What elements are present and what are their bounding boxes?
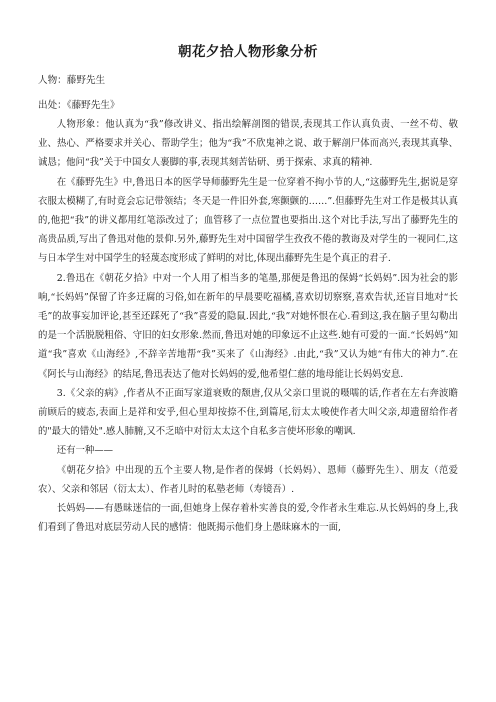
- paragraph-fujino-analysis: 在《藤野先生》中,鲁迅日本的医学导师藤野先生是一位穿着不拘小节的人,“这藤野先生,据说是穿衣服太模糊了,有时竟会忘记带领结；冬天是一件旧外套,寒颤颤的……”.但藤野先生对工作是极其认真的,他把“我”的讲义都用红笔添改过了；血管移了一点位置也要指出.这个对比手法,写出了藤野先生的高贵品质,写出了鲁迅对他的景仰.另外,藤野先生对中国留学生孜孜不倦的教诲及对学生的一视同仁,这与日本学生对中国学生的轻蔑态度形成了鲜明的对比,体现出藤野先生是个真正的君子.: [38, 176, 458, 265]
- person-line: 人物：藤野先生: [38, 75, 106, 86]
- document-title: 朝花夕拾人物形象分析: [178, 44, 318, 60]
- document-page: [38, 40, 458, 537]
- paragraph-changmama: 2.鲁迅在《朝花夕拾》中对一个人用了相当多的笔墨,那便是鲁迅的保姆“长妈妈”.因为社会的影响,“长妈妈”保留了许多迂腐的习俗,如在新年的早晨要吃福橘,喜欢切切察察,喜欢告状,还盲目地对“长毛”的故事妄加评论,甚至还踩死了“我”喜爱的隐鼠.因此,“我”对她怀恨在心.看到这,我在脑子里勾勒出的是一个活脱脱粗俗、守旧的妇女形象.然而,鲁迅对她的印象远不止这些.她有可爱的一面.“长妈妈”知道“我”喜欢《山海经》,不辞辛苦地帮“我”买来了《山海经》.由此,“我”又认为她“有伟大的神力”.在《阿长与山海经》的结尾,鲁迅表达了他对长妈妈的爱,他希望仁慈的地母能让长妈妈安息.: [38, 272, 458, 380]
- paragraph-changmama-summary: 长妈妈——有愚昧迷信的一面,但她身上保存着朴实善良的爱,令作者永生难忘.从长妈妈的身上,我们看到了鲁迅对底层劳动人民的感情：他既揭示他们身上愚昧麻木的一面,: [38, 503, 458, 534]
- paragraph-main-characters: 《朝花夕拾》中出现的五个主要人物,是作者的保姆（长妈妈）、恩师（藤野先生）、朋友（范爱农）、父亲和邻居（衍太太）、作者儿时的私塾老师（寿镜吾）.: [38, 464, 458, 495]
- source-line: 出处：《藤野先生》: [38, 100, 120, 111]
- paragraph-another-version: 还有一种——: [56, 445, 114, 457]
- paragraph-father-illness: 3.《父亲的病》,作者从不正面写家道衰败的颓唐,仅从父亲口里说的嗫嚅的话,作者在左右奔波瞻前顾后的疲态,表面上是祥和安乎,但心里却按捺不住,到篇尾,衍太太唆使作者大叫父亲,却遗留给作者的"最大的错处".感人肺腑,又不乏暗中对衍太太这个自私多言使坏形象的嘲讽.: [38, 387, 458, 438]
- paragraph-image-description: 人物形象：他认真为“我”修改讲义、指出绘解剖图的错误,表现其工作认真负责、一丝不苟、敬业、热心、严格要求并关心、帮助学生；他为“我”不欣鬼神之说、敢于解剖尸体而高兴,表现其真挚、诚恳；他问“我”关于中国女人裹脚的事,表现其刻苦钻研、勇于探索、求真的精神.: [38, 119, 458, 169]
